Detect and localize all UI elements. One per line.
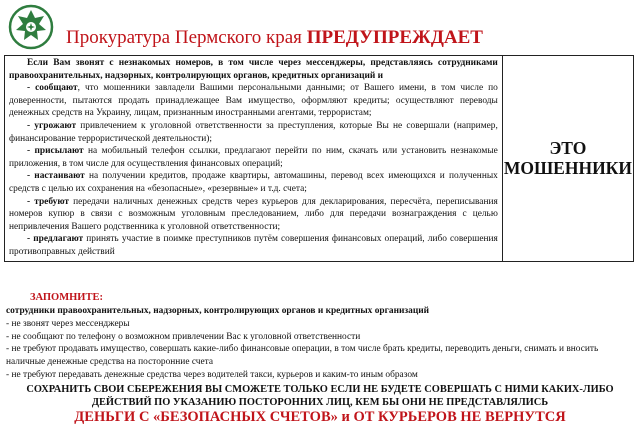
verdict-line-1: ЭТО — [549, 138, 587, 159]
page-title — [66, 27, 483, 49]
save-savings-notice: СОХРАНИТЬ СВОИ СБЕРЕЖЕНИЯ ВЫ СМОЖЕТЕ ТОЛЬКО ЕСЛИ НЕ БУДЕТЕ СОВЕРШАТЬ С НИМИ КАКИХ-ЛИБО ДЕЙСТВИЙ ПО УКАЗАНИЮ ПОСТОРОННИХ ЛИЦ, КЕМ БЫ ОНИ НЕ ПРЕДСТАВЛЯЛИСЬ — [26, 384, 614, 408]
warning-table — [4, 55, 634, 262]
warning-item-text: принять участие в поимке преступников путём совершения финансовых операций, либо совершения противоправных действий — [9, 234, 498, 257]
header — [0, 0, 640, 54]
warning-item-key: - настаивают — [27, 171, 85, 182]
warning-item-text: , что мошенники завладели Вашими персональными данными; от Вашего имени, в том числе по доверенности, пытаются продать принадлежащее Вам имущество, оформляют кредиты; осуществляют переводы денежных средств на Украину, лицам, признанным иностранными агентами, террористам; — [9, 83, 498, 119]
warning-item-text: привлечением к уголовной ответственности за преступления, которые Вы не совершали (например, финансирование террористической деятельности); — [9, 120, 498, 144]
warning-item-text: передачи наличных денежных средств через курьеров для декларирования, пересчёта, переписывания номеров купюр в связи с возможным уголовным преследованием, либо для передачи вознаграждения с целью непривлечения Вашего родственника к уголовной ответственности; — [9, 196, 498, 232]
warning-item — [9, 82, 498, 120]
warning-item-key: - сообщают — [27, 83, 78, 94]
title-main: Прокуратура Пермского края — [66, 27, 307, 48]
warning-item — [9, 145, 498, 170]
warning-description — [5, 56, 503, 262]
remember-line: - не сообщают по телефону о возможном привлечении Вас к уголовной ответственности — [6, 331, 361, 342]
warning-item-key: - присылают — [27, 146, 84, 157]
money-warning: ДЕНЬГИ С «БЕЗОПАСНЫХ СЧЕТОВ» и ОТ КУРЬЕРОВ НЕ ВЕРНУТСЯ — [74, 409, 566, 425]
warning-item — [9, 170, 498, 195]
title-emphasis: ПРЕДУПРЕЖДАЕТ — [306, 27, 483, 48]
warning-lead: Если Вам звонят с незнакомых номеров, в том числе через мессенджеры, представляясь сотрудниками правоохранительных, надзорных, контролирующих органов, кредитных организаций и — [9, 58, 498, 81]
warning-item-key: - угрожают — [27, 120, 77, 131]
warning-item-text: на получении кредитов, продаже квартиры, автомашины, перевод всех имеющихся и полученных средств с целью их сохранения на «безопасные», «резервные» и т.д. счета; — [9, 171, 498, 194]
warning-item — [9, 196, 498, 234]
prosecutor-emblem-icon — [8, 4, 54, 50]
remember-line: - не требуют продавать имущество, совершать какие-либо финансовые операции, в том числе брать кредиты, переводить деньги, снимать и вносить наличные денежные средства на посторонние счета — [6, 344, 599, 368]
verdict-cell — [502, 56, 633, 262]
remember-line: - не звонят через мессенджеры — [6, 318, 130, 329]
verdict-line-2: МОШЕННИКИ — [503, 158, 632, 179]
remember-line: - не требуют передавать денежные средства через водителей такси, курьеров и каким-то иным образом — [6, 369, 418, 380]
remember-body — [6, 305, 634, 382]
remember-title: ЗАПОМНИТЕ: — [30, 292, 103, 303]
remember-subtitle: сотрудники правоохранительных, надзорных, контролирующих органов и кредитных организаций — [6, 306, 430, 316]
warning-item-text: на мобильный телефон ссылки, предлагают перейти по ним, скачать или установить незнакомые приложения, в том числе для осуществления финансовых операций; — [9, 146, 498, 169]
warning-item — [9, 233, 498, 258]
warning-item — [9, 120, 498, 145]
warning-item-key: - предлагают — [27, 234, 84, 245]
warning-item-key: - требуют — [27, 196, 69, 207]
